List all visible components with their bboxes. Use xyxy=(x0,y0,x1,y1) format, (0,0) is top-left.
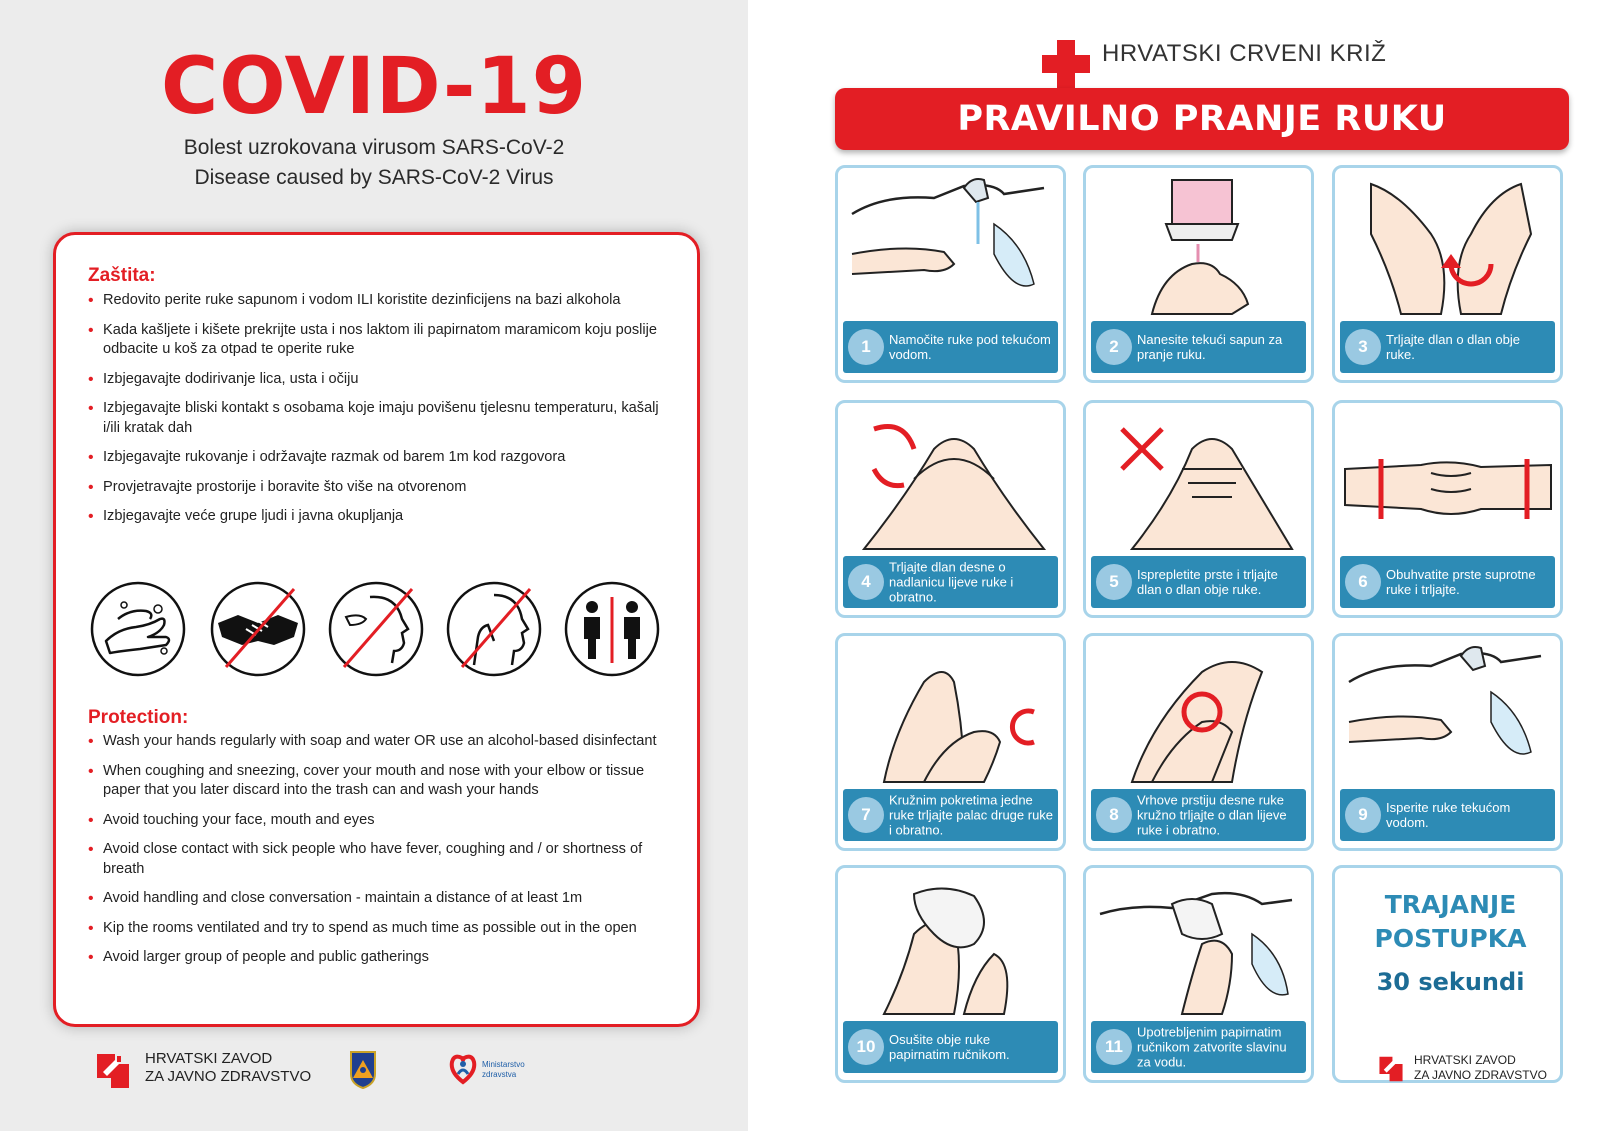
protection-list-en xyxy=(86,732,676,978)
hzjz-small-line2: ZA JAVNO ZDRAVSTVO xyxy=(1414,1068,1547,1082)
step-10-illustration-icon xyxy=(844,874,1057,1020)
step-4-illustration-icon xyxy=(844,409,1057,555)
step-caption xyxy=(1091,321,1306,373)
step-card-9 xyxy=(1332,633,1563,851)
step-number: 8 xyxy=(1096,797,1132,833)
step-6-illustration-icon xyxy=(1341,409,1554,555)
protection-en-item: • Avoid larger group of people and public gatherings xyxy=(86,948,676,968)
no-sneeze-icon xyxy=(326,579,426,679)
handwashing-banner: PRAVILNO PRANJE RUKU xyxy=(835,88,1569,150)
step-card-3 xyxy=(1332,165,1563,383)
step-caption xyxy=(1091,1021,1306,1073)
handwash-icon xyxy=(88,579,188,679)
step-number: 9 xyxy=(1345,797,1381,833)
step-text: Upotrebljenim papirnatim ručnikom zatvorite slavinu za vodu. xyxy=(1137,1024,1287,1070)
protection-en-item: • Wash your hands regularly with soap and water OR use an alcohol-based disinfectant xyxy=(86,732,676,752)
protection-en-item: • Kip the rooms ventilated and try to spend as much time as possible out in the open xyxy=(86,919,676,939)
protection-hr-item: • Redovito perite ruke sapunom i vodom ILI koristite dezinficijens na bazi alkohola xyxy=(86,291,676,311)
step-7-illustration-icon xyxy=(844,642,1057,788)
step-number: 2 xyxy=(1096,329,1132,365)
protection-list-hr xyxy=(86,291,676,537)
no-face-touch-icon xyxy=(444,579,544,679)
protection-en-item: • Avoid handling and close conversation - maintain a distance of at least 1m xyxy=(86,889,676,909)
step-caption xyxy=(843,321,1058,373)
protection-en-item: • Avoid close contact with sick people who have fever, coughing and / or shortness of breath xyxy=(86,840,676,879)
protection-hr-item: • Izbjegavajte dodirivanje lica, usta i očiju xyxy=(86,370,676,390)
duration-card xyxy=(1332,865,1563,1083)
step-caption xyxy=(843,789,1058,841)
step-caption xyxy=(843,556,1058,608)
social-distance-icon xyxy=(562,579,662,679)
prevention-icons xyxy=(88,579,668,685)
step-9-illustration-icon xyxy=(1341,642,1554,788)
step-11-illustration-icon xyxy=(1092,874,1305,1020)
step-card-4 xyxy=(835,400,1066,618)
step-number: 4 xyxy=(848,564,884,600)
step-card-7 xyxy=(835,633,1066,851)
duration-value: 30 sekundi xyxy=(1376,968,1525,996)
ministry-heart-logo-icon xyxy=(448,1052,478,1086)
hzjz-logo-small-icon xyxy=(1378,1055,1404,1083)
duration-line1: TRAJANJE xyxy=(1384,890,1517,919)
protection-hr-item: • Izbjegavajte veće grupe ljudi i javna okupljanja xyxy=(86,507,676,527)
hzjz-name-line2: ZA JAVNO ZDRAVSTVO xyxy=(145,1068,312,1085)
step-number: 10 xyxy=(848,1029,884,1065)
step-caption xyxy=(1091,556,1306,608)
step-text: Nanesite tekući sapun za pranje ruku. xyxy=(1137,332,1283,362)
step-text: Trljajte dlan o dlan obje ruke. xyxy=(1386,332,1520,362)
protection-hr-item: • Provjetravajte prostorije i boravite što više na otvorenom xyxy=(86,478,676,498)
step-card-5 xyxy=(1083,400,1314,618)
step-caption xyxy=(1091,789,1306,841)
ministry-name-line2: zdravstva xyxy=(482,1070,517,1079)
step-text: Trljajte dlan desne o nadlanicu lijeve ruke i obratno. xyxy=(889,559,1014,605)
step-text: Obuhvatite prste suprotne ruke i trljajte. xyxy=(1386,567,1536,597)
protection-en-item: • When coughing and sneezing, cover your mouth and nose with your elbow or tissue paper that you later discard into the trash can and wash your hands xyxy=(86,762,676,801)
left-footer xyxy=(95,1046,575,1096)
step-card-6 xyxy=(1332,400,1563,618)
step-text: Isperite ruke tekućom vodom. xyxy=(1386,800,1511,830)
step-text: Isprepletite prste i trljajte dlan o dlan obje ruke. xyxy=(1137,567,1278,597)
step-card-10 xyxy=(835,865,1066,1083)
step-number: 1 xyxy=(848,329,884,365)
step-3-illustration-icon xyxy=(1341,174,1554,320)
subtitle-english: Disease caused by SARS-CoV-2 Virus xyxy=(194,166,554,189)
step-text: Vrhove prstiju desne ruke kružno trljajte o dlan lijeve ruke i obratno. xyxy=(1137,792,1287,838)
protection-title-en: Protection: xyxy=(88,707,189,728)
hzjz-name-line1: HRVATSKI ZAVOD xyxy=(145,1050,273,1067)
protection-hr-item: • Izbjegavajte rukovanje i održavajte razmak od barem 1m kod razgovora xyxy=(86,448,676,468)
civil-protection-emblem-icon xyxy=(347,1048,379,1090)
protection-hr-item: • Izbjegavajte bliski kontakt s osobama koje imaju povišenu tjelesnu temperaturu, kašalj i/ili kratak dah xyxy=(86,399,676,438)
protection-en-item: • Avoid touching your face, mouth and eyes xyxy=(86,811,676,831)
poster-title: COVID-19 xyxy=(161,42,587,132)
step-1-illustration-icon xyxy=(844,174,1057,320)
step-text: Kružnim pokretima jedne ruke trljajte palac druge ruke i obratno. xyxy=(889,792,1054,838)
step-text: Namočite ruke pod tekućom vodom. xyxy=(889,332,1051,362)
step-caption xyxy=(1340,321,1555,373)
covid-poster xyxy=(0,0,748,1131)
hzjz-logo-icon xyxy=(95,1052,131,1090)
step-8-illustration-icon xyxy=(1092,642,1305,788)
ministry-name-line1: Ministarstvo xyxy=(482,1060,525,1069)
step-caption xyxy=(843,1021,1058,1073)
red-cross-icon xyxy=(1040,38,1092,90)
protection-hr-item: • Kada kašljete i kišete prekrijte usta i nos laktom ili papirnatom maramicom koju poslije odbacite u koš za otpad te operite ruke xyxy=(86,321,676,360)
hzjz-small-line1: HRVATSKI ZAVOD xyxy=(1414,1053,1516,1067)
step-caption xyxy=(1340,556,1555,608)
step-number: 7 xyxy=(848,797,884,833)
step-card-8 xyxy=(1083,633,1314,851)
protection-title-hr: Zaštita: xyxy=(88,265,156,286)
step-number: 11 xyxy=(1096,1029,1132,1065)
step-number: 3 xyxy=(1345,329,1381,365)
step-card-2 xyxy=(1083,165,1314,383)
step-card-11 xyxy=(1083,865,1314,1083)
step-caption xyxy=(1340,789,1555,841)
subtitle-croatian: Bolest uzrokovana virusom SARS-CoV-2 xyxy=(183,136,565,159)
info-panel xyxy=(53,232,700,1027)
step-number: 5 xyxy=(1096,564,1132,600)
step-5-illustration-icon xyxy=(1092,409,1305,555)
red-cross-org-name: HRVATSKI CRVENI KRIŽ xyxy=(1102,40,1387,67)
step-number: 6 xyxy=(1345,564,1381,600)
step-2-illustration-icon xyxy=(1092,174,1305,320)
step-card-1 xyxy=(835,165,1066,383)
no-handshake-icon xyxy=(208,579,308,679)
duration-line2: POSTUPKA xyxy=(1374,924,1527,953)
step-text: Osušite obje ruke papirnatim ručnikom. xyxy=(889,1032,1010,1062)
